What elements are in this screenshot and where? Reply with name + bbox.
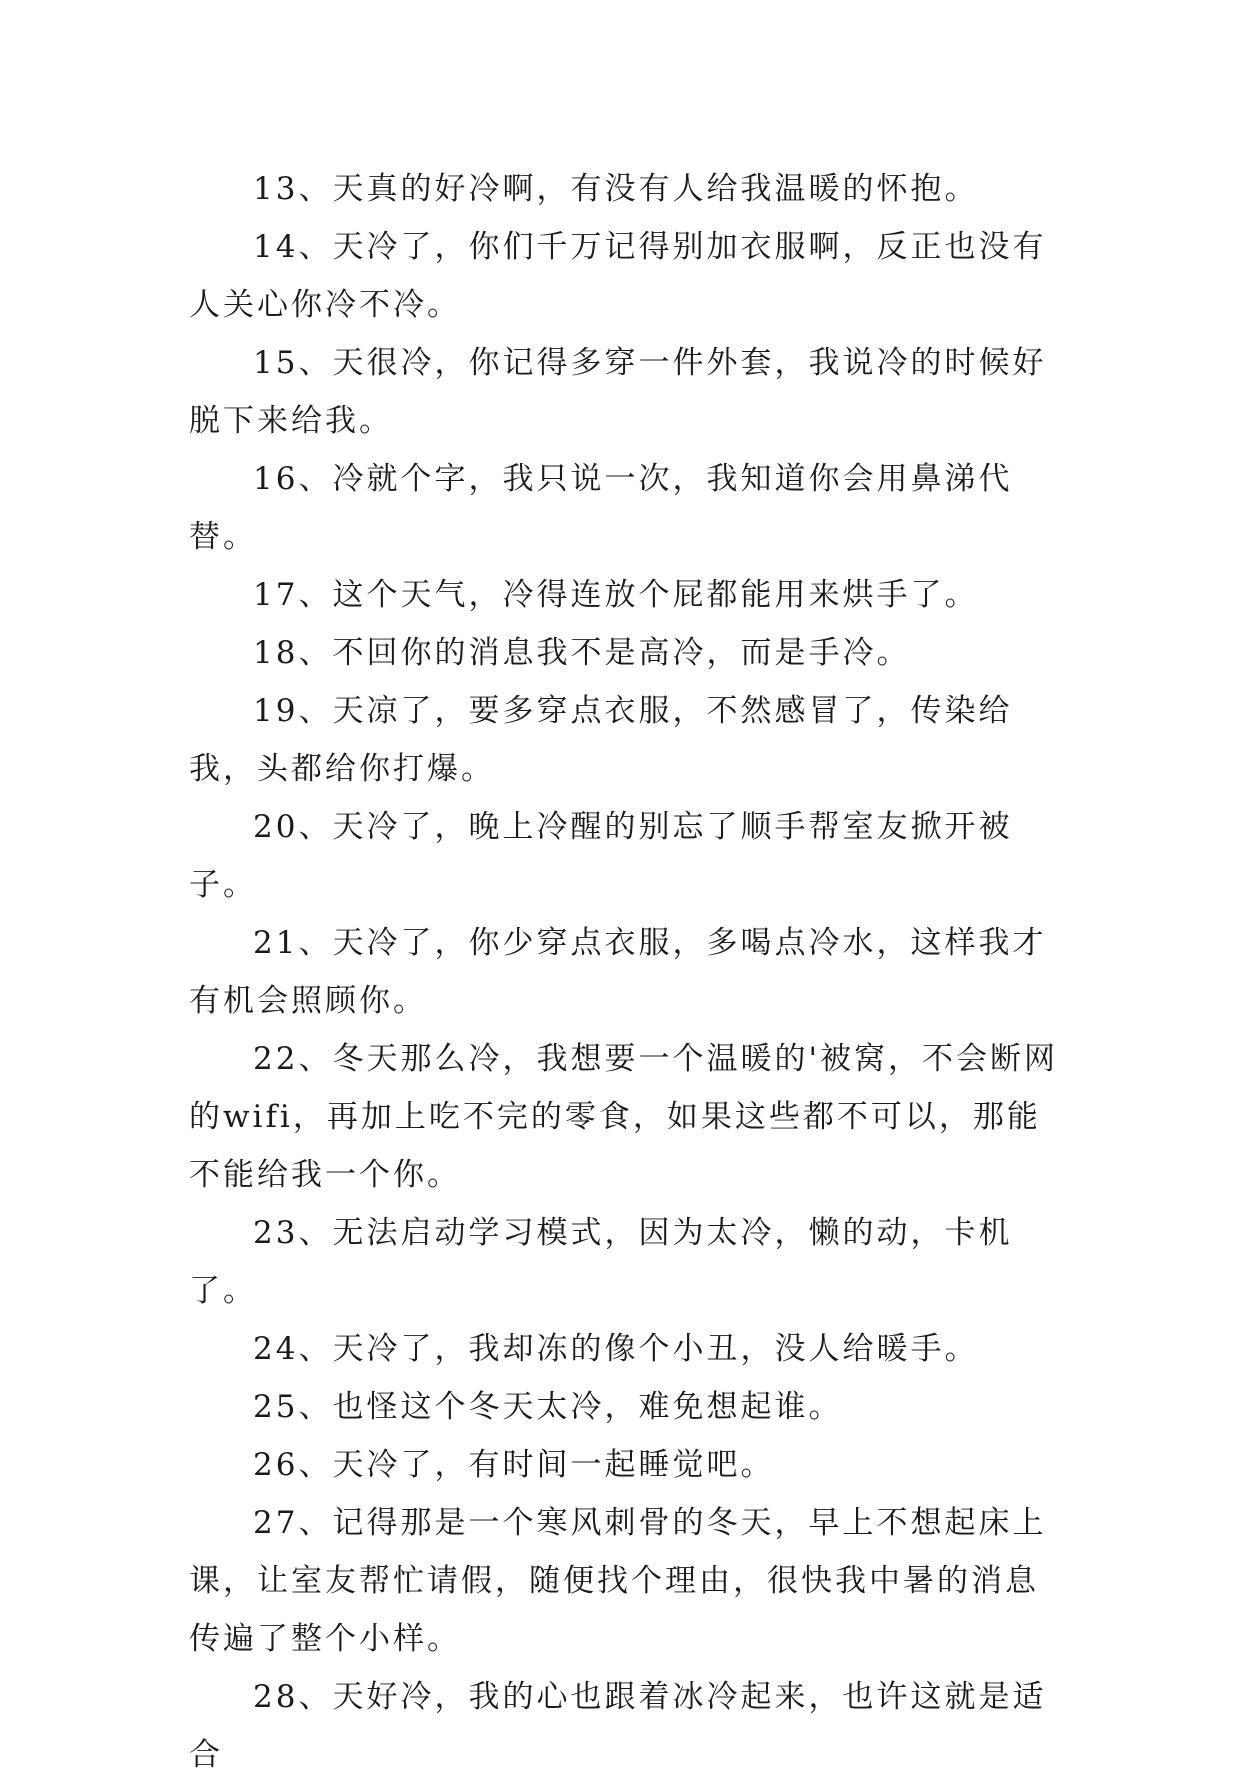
paragraph-13: 13、天真的好冷啊，有没有人给我温暖的怀抱。 bbox=[253, 171, 979, 207]
paragraph-18: 18、不回你的消息我不是高冷，而是手冷。 bbox=[253, 635, 911, 671]
paragraph-26: 26、天冷了，有时间一起睡觉吧。 bbox=[253, 1447, 775, 1483]
paragraph-21: 21、天冷了，你少穿点衣服，多喝点冷水，这样我才有机会照顾你。 bbox=[189, 925, 1047, 1019]
document-body bbox=[189, 160, 1059, 1784]
paragraph-19: 19、天凉了，要多穿点衣服，不然感冒了，传染给我，头都给你打爆。 bbox=[189, 693, 1013, 787]
paragraph-28: 28、天好冷，我的心也跟着冰冷起来，也许这就是适合 bbox=[189, 1679, 1047, 1773]
paragraph-27: 27、记得那是一个寒风刺骨的冬天，早上不想起床上课，让室友帮忙请假，随便找个理由，很快我中暑的消息传遍了整个小样。 bbox=[189, 1505, 1047, 1657]
paragraph-23: 23、无法启动学习模式，因为太冷，懒的动，卡机了。 bbox=[189, 1215, 1013, 1309]
paragraph-20: 20、天冷了，晚上冷醒的别忘了顺手帮室友掀开被子。 bbox=[189, 809, 1013, 903]
paragraph-15: 15、天很冷，你记得多穿一件外套，我说冷的时候好脱下来给我。 bbox=[189, 345, 1047, 439]
paragraph-14: 14、天冷了，你们千万记得别加衣服啊，反正也没有人关心你冷不冷。 bbox=[189, 229, 1047, 323]
paragraph-22: 22、冬天那么冷，我想要一个温暖的'被窝，不会断网的wifi，再加上吃不完的零食，如果这些都不可以，那能不能给我一个你。 bbox=[189, 1041, 1058, 1193]
paragraph-24: 24、天冷了，我却冻的像个小丑，没人给暖手。 bbox=[253, 1331, 979, 1367]
paragraph-17: 17、这个天气，冷得连放个屁都能用来烘手了。 bbox=[253, 577, 979, 613]
paragraph-16: 16、冷就个字，我只说一次，我知道你会用鼻涕代替。 bbox=[189, 461, 1013, 555]
paragraph-25: 25、也怪这个冬天太冷，难免想起谁。 bbox=[253, 1389, 843, 1425]
